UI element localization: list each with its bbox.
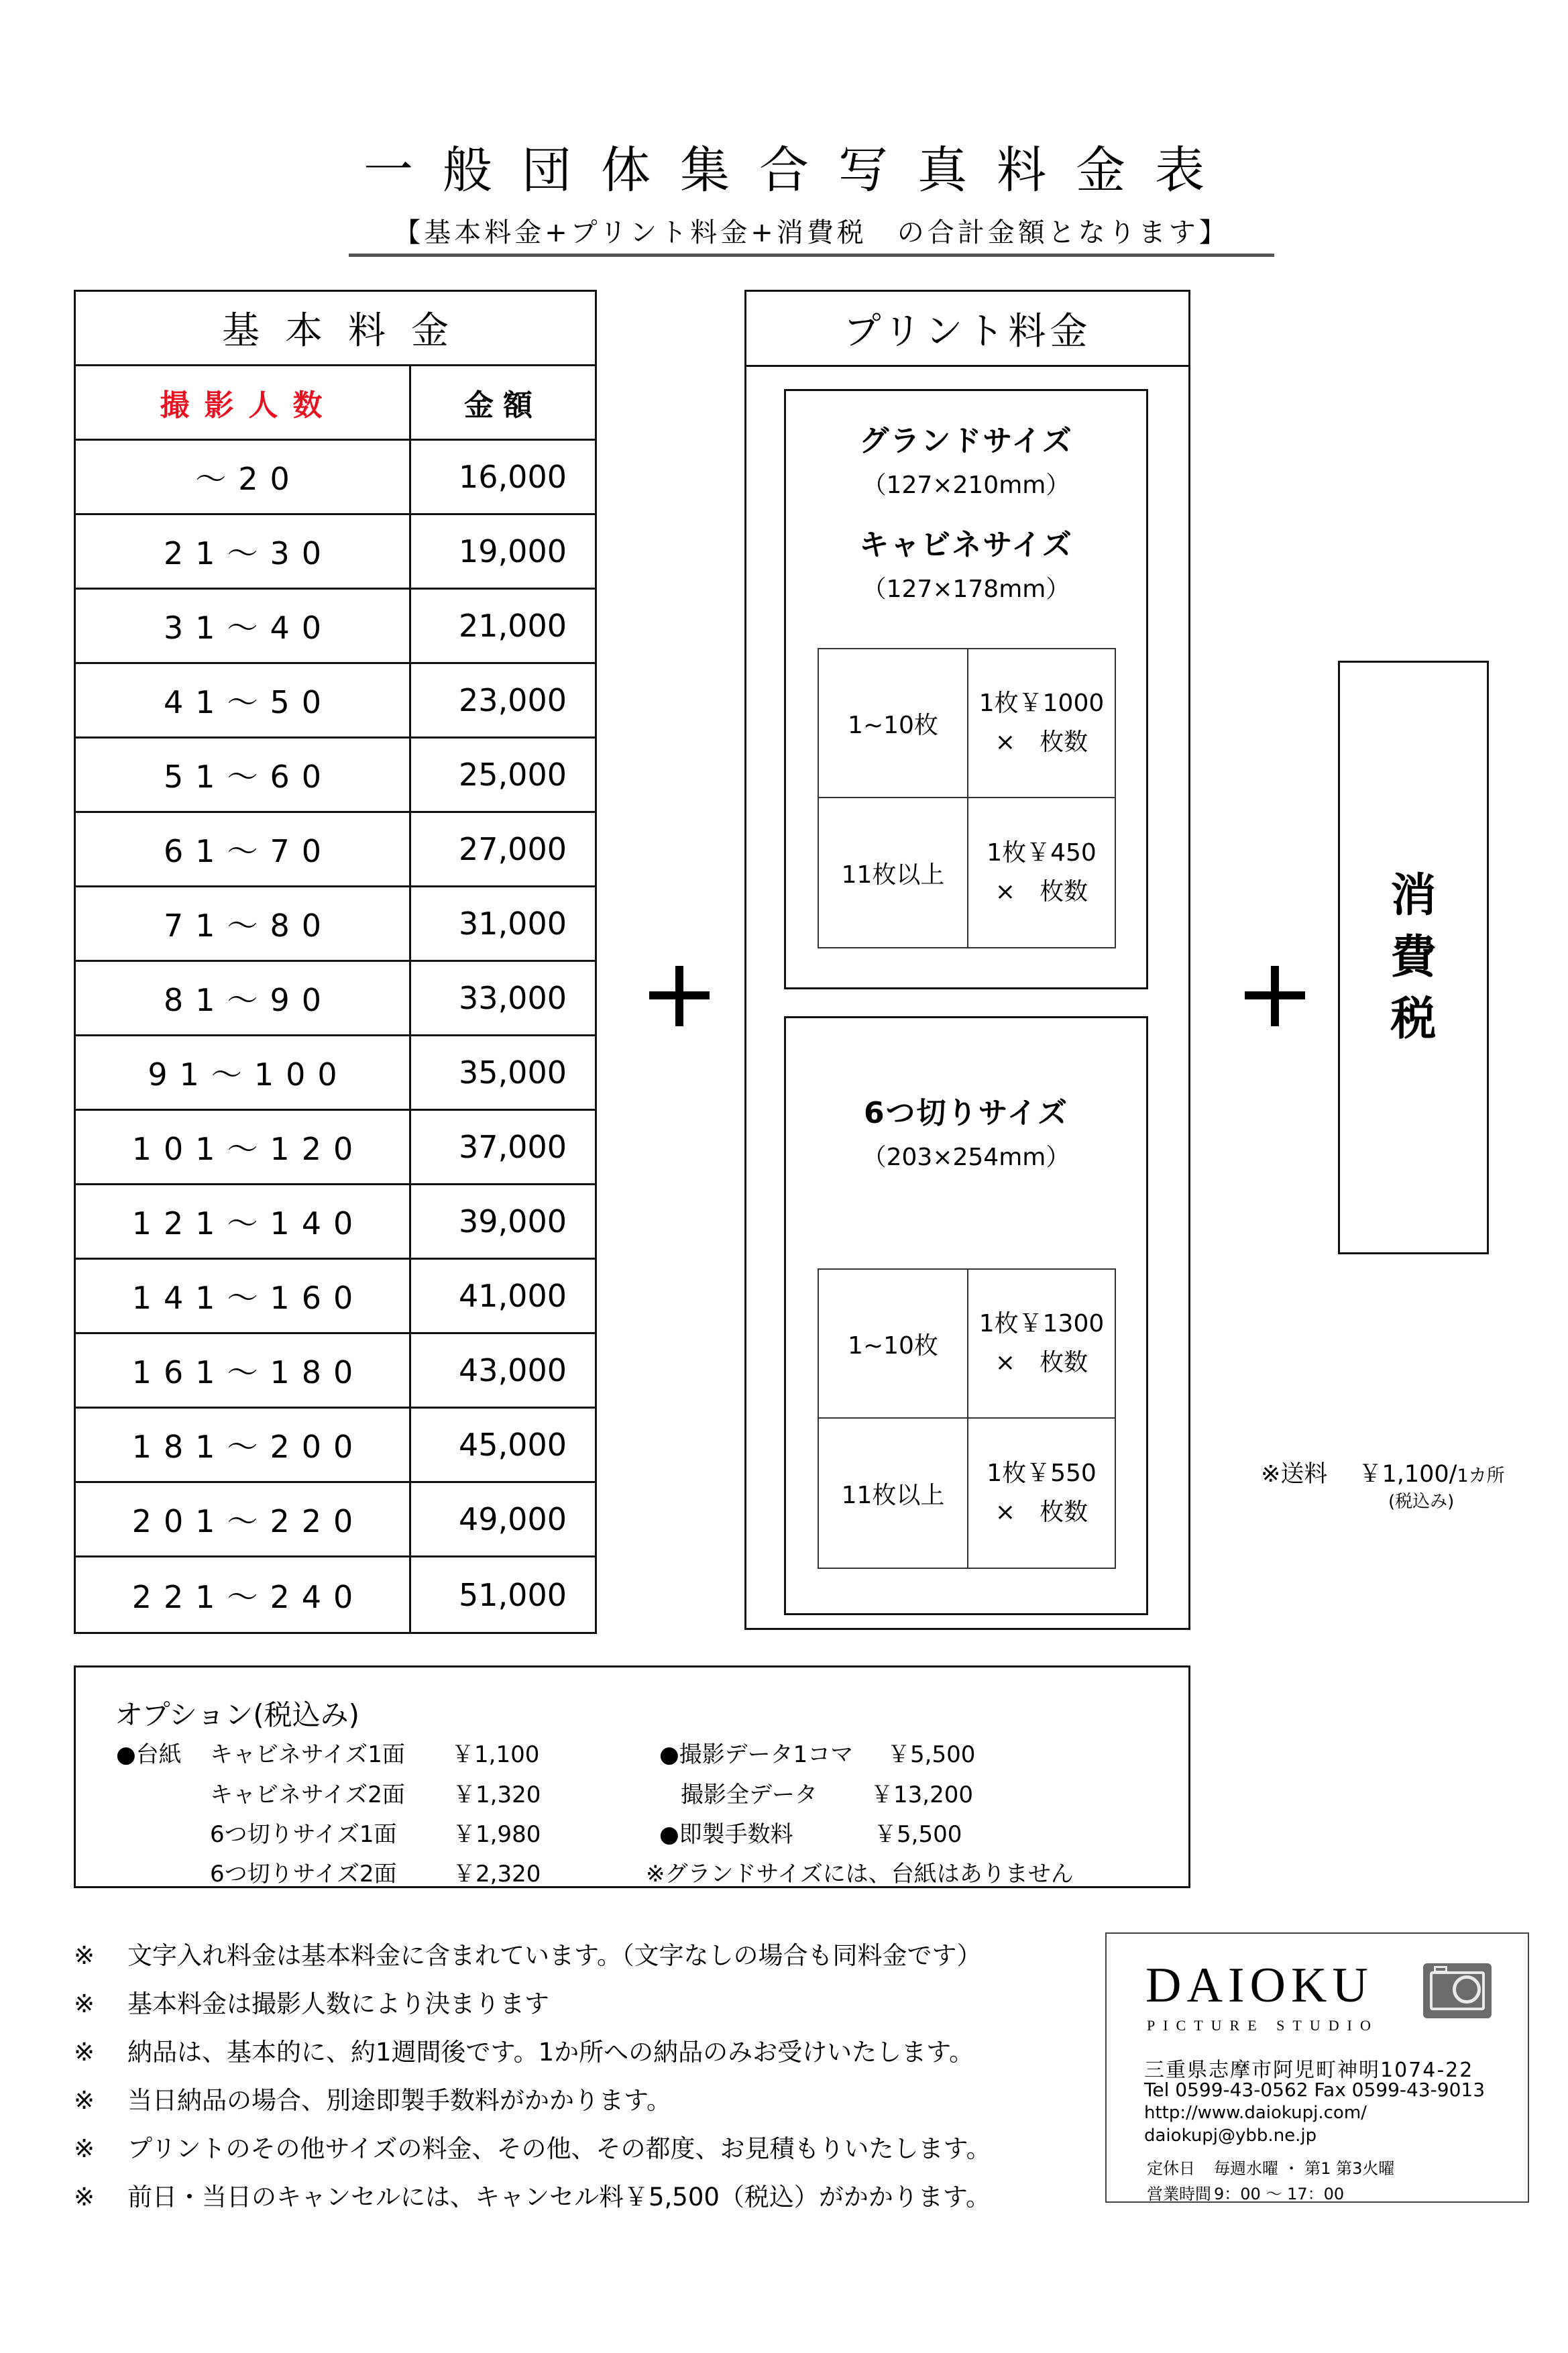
note-mark: ※: [74, 2183, 95, 2211]
people-count-cell: 21～30: [76, 515, 411, 588]
amount-cell: 23,000: [459, 682, 567, 718]
price-row: [819, 649, 1115, 798]
print-size-group-grand-cabinet: [784, 389, 1148, 989]
people-count-cell: 91～100: [76, 1036, 411, 1109]
studio-website-link[interactable]: http://www.daiokupj.com/: [1144, 2103, 1367, 2123]
note-text: 納品は、基本的に、約1週間後です。1か所への納品のみお受けいたします。: [127, 2038, 974, 2067]
price-qty: 11枚以上: [819, 798, 968, 947]
price-cost: [968, 798, 1115, 947]
multiplier: × 枚数: [995, 728, 1088, 756]
studio-info-card: [1105, 1932, 1529, 2203]
closed-days-label: 定休日: [1147, 2159, 1195, 2178]
tax-char: 消: [1390, 869, 1437, 922]
size-dimensions: （203×254mm）: [862, 1144, 1070, 1171]
studio-subtitle: PICTURE STUDIO: [1147, 2017, 1379, 2034]
studio-email-link[interactable]: daiokupj@ybb.ne.jp: [1144, 2126, 1317, 2146]
option-item: ●即製手数料: [659, 1821, 793, 1848]
amount-cell: 39,000: [459, 1203, 567, 1240]
unit-price: 1枚￥1300: [978, 1310, 1105, 1338]
option-item: キャビネサイズ1面: [210, 1741, 405, 1768]
unit-price: 1枚￥1000: [978, 690, 1105, 718]
size-dimensions: （127×178mm）: [862, 576, 1070, 603]
people-count-cell: 41～50: [76, 664, 411, 736]
unit-price: 1枚￥550: [987, 1460, 1097, 1488]
table-row: [76, 441, 595, 515]
amount-cell: 33,000: [459, 980, 567, 1016]
table-row: [76, 1483, 595, 1557]
plus-icon: [649, 966, 710, 1026]
note-item: [74, 2128, 991, 2165]
basic-fee-header-row: [76, 366, 595, 441]
amount-cell: 35,000: [459, 1054, 567, 1091]
shipping-fee: [1261, 1456, 1505, 1489]
unit-price: 1枚￥450: [987, 839, 1097, 867]
price-qty: 1~10枚: [819, 1270, 968, 1417]
table-row: [76, 738, 595, 813]
note-text: 当日納品の場合、別途即製手数料がかかります。: [127, 2086, 672, 2115]
studio-name: DAIOKU: [1145, 1958, 1374, 2013]
business-hours-value: 9：00 ～ 17：00: [1214, 2185, 1345, 2203]
option-price: ￥13,200: [871, 1782, 973, 1808]
people-count-cell: ～20: [76, 441, 411, 513]
option-item: 6つ切りサイズ1面: [210, 1821, 397, 1848]
note-item: [74, 2177, 991, 2213]
note-mark: ※: [74, 2086, 95, 2115]
note-mark: ※: [74, 1989, 95, 2018]
closed-days-value: 毎週水曜 ・ 第1 第3火曜: [1214, 2159, 1395, 2178]
price-cost: [968, 1419, 1115, 1568]
option-bullet-mount: ●台紙: [116, 1741, 182, 1768]
amount-cell: 25,000: [459, 757, 567, 793]
amount-cell: 19,000: [459, 533, 567, 569]
note-text: プリントのその他サイズの料金、その他、その都度、お見積もりいたします。: [127, 2134, 991, 2163]
page-subtitle: 【基本料金+プリント料金+消費税 の合計金額となります】: [349, 211, 1274, 257]
size-name: グランドサイズ: [859, 424, 1073, 458]
table-row: [76, 1409, 595, 1483]
plus-icon: [1245, 966, 1305, 1026]
option-price: ￥1,980: [453, 1821, 541, 1848]
people-count-cell: 121～140: [76, 1185, 411, 1258]
people-count-cell: 181～200: [76, 1409, 411, 1481]
option-price: ￥1,320: [453, 1782, 541, 1808]
table-row: [76, 813, 595, 887]
note-mark: ※: [74, 1941, 95, 1970]
business-hours-label: 営業時間: [1147, 2185, 1211, 2203]
camera-stamp-icon: [1423, 1963, 1492, 2018]
table-row: [76, 1334, 595, 1409]
amount-cell: 16,000: [459, 459, 567, 495]
size-dimensions: （127×210mm）: [862, 472, 1070, 499]
price-qty: 11枚以上: [819, 1419, 968, 1568]
amount-cell: 45,000: [459, 1427, 567, 1463]
price-cost: [968, 649, 1115, 797]
table-row: [76, 887, 595, 962]
people-count-cell: 161～180: [76, 1334, 411, 1407]
option-item: ●撮影データ1コマ: [659, 1741, 854, 1768]
studio-phone: Tel 0599-43-0562 Fax 0599-43-9013: [1144, 2079, 1486, 2101]
option-item: キャビネサイズ2面: [210, 1782, 405, 1808]
price-cost: [968, 1270, 1115, 1417]
people-count-cell: 141～160: [76, 1260, 411, 1332]
table-row: [76, 664, 595, 738]
note-text: 前日・当日のキャンセルには、キャンセル料￥5,500（税込）がかかります。: [127, 2183, 991, 2211]
amount-header: 金額: [464, 388, 542, 423]
basic-fee-table: [74, 290, 597, 1634]
table-row: [76, 962, 595, 1036]
options-box: [74, 1665, 1190, 1888]
amount-cell: 37,000: [459, 1129, 567, 1165]
amount-cell: 41,000: [459, 1278, 567, 1314]
price-row: [819, 798, 1115, 947]
price-grid: [818, 648, 1116, 948]
amount-cell: 51,000: [459, 1576, 567, 1613]
amount-cell: 21,000: [459, 608, 567, 644]
note-text: 基本料金は撮影人数により決まります: [127, 1989, 549, 2018]
option-item: 撮影全データ: [681, 1782, 818, 1808]
option-note: ※グランドサイズには、台紙はありません: [646, 1861, 1074, 1887]
page-title: 一般団体集合写真料金表: [363, 142, 1234, 199]
option-price: ￥5,500: [887, 1741, 976, 1768]
table-row: [76, 1036, 595, 1111]
note-text: 文字入れ料金は基本料金に含まれています。（文字なしの場合も同料金です）: [127, 1941, 982, 1970]
consumption-tax-box: [1338, 661, 1489, 1254]
option-price: ￥2,320: [453, 1861, 541, 1887]
people-count-cell: 31～40: [76, 590, 411, 662]
amount-cell: 27,000: [459, 831, 567, 867]
multiplier: × 枚数: [995, 878, 1088, 906]
option-price: ￥1,100: [451, 1741, 540, 1768]
tax-char: 税: [1390, 992, 1437, 1046]
people-count-cell: 81～90: [76, 962, 411, 1034]
note-item: [74, 2032, 974, 2068]
basic-fee-title: 基本料金: [76, 292, 595, 366]
note-item: [74, 1935, 982, 1971]
people-count-cell: 101～120: [76, 1111, 411, 1183]
people-count-header: 撮影人数: [76, 366, 411, 439]
people-count-cell: 71～80: [76, 887, 411, 960]
price-row: [819, 1270, 1115, 1419]
option-item: 6つ切りサイズ2面: [210, 1861, 397, 1887]
amount-cell: 31,000: [459, 906, 567, 942]
shipping-unit: 1カ所: [1457, 1466, 1505, 1486]
table-row: [76, 590, 595, 664]
multiplier: × 枚数: [995, 1498, 1088, 1526]
note-mark: ※: [74, 2038, 95, 2067]
table-row: [76, 1111, 595, 1185]
size-name: 6つ切りサイズ: [863, 1096, 1069, 1130]
amount-cell: 43,000: [459, 1352, 567, 1388]
people-count-cell: 201～220: [76, 1483, 411, 1555]
shipping-label: ※送料: [1261, 1461, 1351, 1488]
table-row: [76, 1260, 595, 1334]
tax-char: 費: [1390, 930, 1437, 984]
price-grid: [818, 1268, 1116, 1569]
size-name: キャビネサイズ: [859, 528, 1073, 562]
table-row: [76, 1557, 595, 1632]
print-fee-title: プリント料金: [746, 292, 1188, 367]
price-qty: 1~10枚: [819, 649, 968, 797]
shipping-tax-note: (税込み): [1388, 1492, 1455, 1512]
price-row: [819, 1419, 1115, 1568]
options-title: オプション(税込み): [115, 1698, 359, 1731]
people-count-cell: 51～60: [76, 738, 411, 811]
people-count-cell: 221～240: [76, 1557, 411, 1632]
studio-address: 三重県志摩市阿児町神明1074-22: [1144, 2059, 1474, 2082]
note-item: [74, 1983, 549, 2020]
multiplier: × 枚数: [995, 1349, 1088, 1376]
print-fee-box: [744, 290, 1190, 1630]
note-mark: ※: [74, 2134, 95, 2163]
print-size-group-6giri: [784, 1016, 1148, 1615]
people-count-cell: 61～70: [76, 813, 411, 885]
note-item: [74, 2080, 671, 2116]
amount-cell: 49,000: [459, 1501, 567, 1537]
shipping-price: ￥1,100/: [1358, 1461, 1457, 1488]
option-price: ￥5,500: [874, 1821, 962, 1848]
table-row: [76, 515, 595, 590]
table-row: [76, 1185, 595, 1260]
